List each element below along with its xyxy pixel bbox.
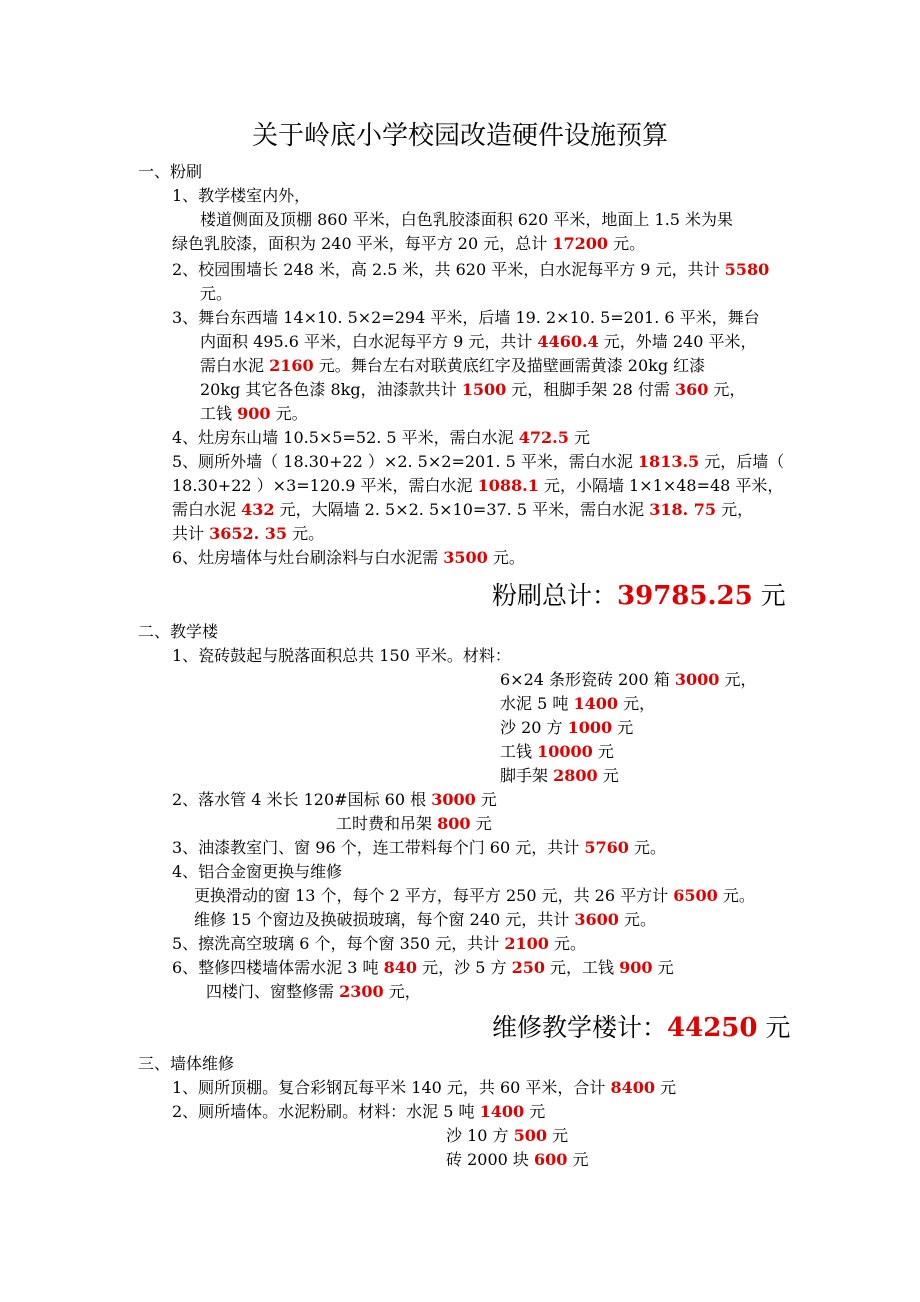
text-segment: 元， (708, 380, 746, 399)
amount: 432 (241, 500, 275, 519)
text-segment: 沙 20 方 (500, 718, 568, 737)
amount: 2100 (504, 934, 549, 953)
text-segment: 需白水泥 (200, 356, 270, 375)
text-segment: 工钱 (500, 742, 538, 761)
s2-item1-material-4 (500, 740, 614, 764)
text-segment: 20kg 其它各色漆 8kg，油漆款共计 (200, 380, 462, 399)
text-segment: 元。 (487, 548, 525, 567)
amount: 17200 (552, 234, 609, 253)
text-segment: 水泥 5 吨 (500, 694, 574, 713)
text-segment: 4、灶房东山墙 10.5×5=52. 5 平米，需白水泥 (172, 428, 519, 447)
s1-item3-line3 (200, 354, 705, 378)
section-heading-1: 一、粉刷 (138, 162, 203, 181)
amount: 3652. 35 (209, 524, 288, 543)
s1-item3-line2 (200, 330, 756, 354)
text-segment: 6×24 条形瓷砖 200 箱 (500, 670, 675, 689)
s2-item1-material-1 (500, 668, 756, 692)
text-segment: 元。 (270, 404, 308, 423)
document-title: 关于岭底小学校园改造硬件设施预算 (251, 121, 668, 151)
text-segment: 元 (592, 742, 614, 761)
text-segment: 元，小隔墙 1×1×48=48 平米， (538, 476, 784, 495)
text-segment: 元。 (608, 234, 646, 253)
total-amount: 44250 (667, 1013, 758, 1043)
amount: 5760 (584, 838, 629, 857)
s2-item4-line1: 4、铝合金窗更换与维修 (172, 862, 343, 881)
text-segment: 内面积 495.6 平米，白水泥每平方 9 元，共计 (200, 332, 538, 351)
s1-item5-line1 (172, 450, 784, 474)
amount: 3000 (431, 790, 476, 809)
amount: 3600 (574, 910, 619, 929)
text-segment: 1、厕所顶棚。复合彩钢瓦每平米 140 元，共 60 平米，合计 (172, 1078, 611, 1097)
text-segment: 元。舞台左右对联黄底红字及描壁画需黄漆 20kg 红漆 (313, 356, 706, 375)
text-segment: 3、油漆教室门、窗 96 个，连工带料每个门 60 元，共计 (172, 838, 585, 857)
s2-item1-material-2 (500, 692, 655, 716)
amount: 2300 (339, 982, 384, 1001)
amount: 840 (383, 958, 418, 977)
s1-item5-line3 (172, 498, 753, 522)
s1-total (492, 578, 786, 614)
text-segment: 元， (383, 982, 421, 1001)
s2-item4-line3 (194, 908, 656, 932)
amount: 8400 (610, 1078, 656, 1097)
s1-item6-line1 (172, 546, 525, 570)
text-segment: 元 (612, 718, 634, 737)
amount: 600 (533, 1150, 568, 1169)
text-segment: 元，外墙 240 平米， (598, 332, 757, 351)
text-segment: 元，工钱 (544, 958, 620, 977)
s1-item3-line5 (200, 402, 308, 426)
amount: 1400 (573, 694, 618, 713)
amount: 1400 (479, 1102, 525, 1121)
text-segment: 脚手架 (500, 766, 554, 785)
text-segment: 元。 (548, 934, 586, 953)
amount: 900 (619, 958, 653, 977)
s1-item2-line1 (172, 258, 769, 282)
text-segment: 元。 (717, 886, 755, 905)
amount: 6500 (673, 886, 718, 905)
amount: 2160 (269, 356, 314, 375)
amount: 472.5 (518, 428, 569, 447)
s2-total (492, 1010, 790, 1046)
amount: 800 (437, 814, 471, 833)
s1-item4-line1 (172, 426, 590, 450)
amount: 1000 (567, 718, 613, 737)
s2-item2-line1 (172, 788, 497, 812)
amount: 3000 (674, 670, 720, 689)
amount: 500 (513, 1126, 548, 1145)
text-segment: 四楼门、窗整修需 (206, 982, 340, 1001)
text-segment: 元， (719, 670, 757, 689)
text-segment: 元，后墙（ (699, 452, 785, 471)
text-segment: 元 (567, 1150, 589, 1169)
text-segment: 元 (652, 958, 674, 977)
amount: 318. 75 (649, 500, 717, 519)
text-segment: 元，大隔墙 2. 5×2. 5×10=37. 5 平米，需白水泥 (274, 500, 650, 519)
s2-item2-line2 (336, 812, 492, 836)
s1-item1-label: 1、教学楼室内外， (172, 186, 311, 205)
s1-item3-line1: 3、舞台东西墙 14×10. 5×2=294 平米，后墙 19. 2×10. 5=201. 6 平米，舞台 (172, 308, 760, 327)
s1-item3-line4 (200, 378, 745, 402)
text-segment: 2、落水管 4 米长 120#国标 60 根 (172, 790, 432, 809)
text-segment: 元 (524, 1102, 546, 1121)
amount: 1500 (461, 380, 507, 399)
text-segment: 元。 (628, 838, 666, 857)
s3-item2-line2 (446, 1124, 568, 1148)
text-segment: 元 (655, 1078, 677, 1097)
s1-item1-line3 (172, 232, 645, 256)
s2-item1-material-5 (500, 764, 619, 788)
s2-item3-line1 (172, 836, 666, 860)
text-segment: 粉刷总计： (492, 581, 618, 610)
text-segment: 5、擦洗高空玻璃 6 个，每个窗 350 元，共计 (172, 934, 505, 953)
amount: 1088.1 (477, 476, 539, 495)
text-segment: 沙 10 方 (446, 1126, 514, 1145)
amount: 10000 (537, 742, 593, 761)
section-heading-3: 三、墙体维修 (138, 1054, 235, 1073)
text-segment: 工时费和吊架 (336, 814, 438, 833)
s3-item1-line1 (172, 1076, 676, 1100)
text-segment: 元 (547, 1126, 569, 1145)
text-segment: 5、厕所外墙（ 18.30+22 ）×2. 5×2=201. 5 平米，需白水泥 (172, 452, 638, 471)
section-heading-2: 二、教学楼 (138, 622, 219, 641)
text-segment: 18.30+22 ）×3=120.9 平米，需白水泥 (172, 476, 478, 495)
s1-item1-line2: 楼道侧面及顶棚 860 平米，白色乳胶漆面积 620 平米，地面上 1.5 米为果 (200, 210, 734, 229)
text-segment: 需白水泥 (172, 500, 242, 519)
s2-item1-material-3 (500, 716, 633, 740)
text-segment: 共计 (172, 524, 210, 543)
s3-item2-line1 (172, 1100, 545, 1124)
amount: 900 (237, 404, 271, 423)
text-segment: 维修教学楼计： (492, 1013, 668, 1042)
text-segment: 元 (568, 428, 590, 447)
text-segment: 元，沙 5 方 (417, 958, 512, 977)
amount: 3500 (443, 548, 488, 567)
s2-item6-line2 (206, 980, 421, 1004)
text-segment: 砖 2000 块 (446, 1150, 534, 1169)
amount: 250 (511, 958, 545, 977)
s1-item2-line2: 元。 (200, 284, 233, 303)
text-segment: 2、校园围墙长 248 米，高 2.5 米，共 620 平米，白水泥每平方 9 元，共计 (172, 260, 725, 279)
s2-item5-line1 (172, 932, 586, 956)
amount: 4460.4 (537, 332, 599, 351)
text-segment: 2、厕所墙体。水泥粉刷。材料：水泥 5 吨 (172, 1102, 480, 1121)
text-segment: 元。 (287, 524, 325, 543)
s2-item4-line2 (194, 884, 755, 908)
text-segment: 元 (752, 581, 786, 610)
text-segment: 更换滑动的窗 13 个，每个 2 平方，每平方 250 元，共 26 平方计 (194, 886, 674, 905)
total-amount: 39785.25 (617, 581, 753, 611)
text-segment: 元 (597, 766, 619, 785)
text-segment: 6、灶房墙体与灶台刷涂料与白水泥需 (172, 548, 444, 567)
amount: 360 (674, 380, 709, 399)
text-segment: 工钱 (200, 404, 238, 423)
text-segment: 元，租脚手架 28 付需 (506, 380, 675, 399)
amount: 1813.5 (637, 452, 700, 471)
s2-item1-line1: 1、瓷砖鼓起与脱落面积总共 150 平米。材料： (172, 646, 511, 665)
text-segment: 维修 15 个窗边及换破损玻璃，每个窗 240 元，共计 (194, 910, 575, 929)
s3-item2-line3 (446, 1148, 588, 1172)
s1-item5-line2 (172, 474, 783, 498)
s2-item6-line1 (172, 956, 674, 980)
text-segment: 元， (716, 500, 754, 519)
text-segment: 6、整修四楼墙体需水泥 3 吨 (172, 958, 384, 977)
text-segment: 元 (475, 790, 497, 809)
text-segment: 绿色乳胶漆，面积为 240 平米，每平方 20 元，总计 (172, 234, 553, 253)
amount: 5580 (724, 260, 770, 279)
amount: 2800 (553, 766, 598, 785)
text-segment: 元 (757, 1013, 791, 1042)
text-segment: 元。 (618, 910, 656, 929)
text-segment: 元， (617, 694, 656, 713)
text-segment: 元 (470, 814, 492, 833)
s1-item5-line4 (172, 522, 324, 546)
